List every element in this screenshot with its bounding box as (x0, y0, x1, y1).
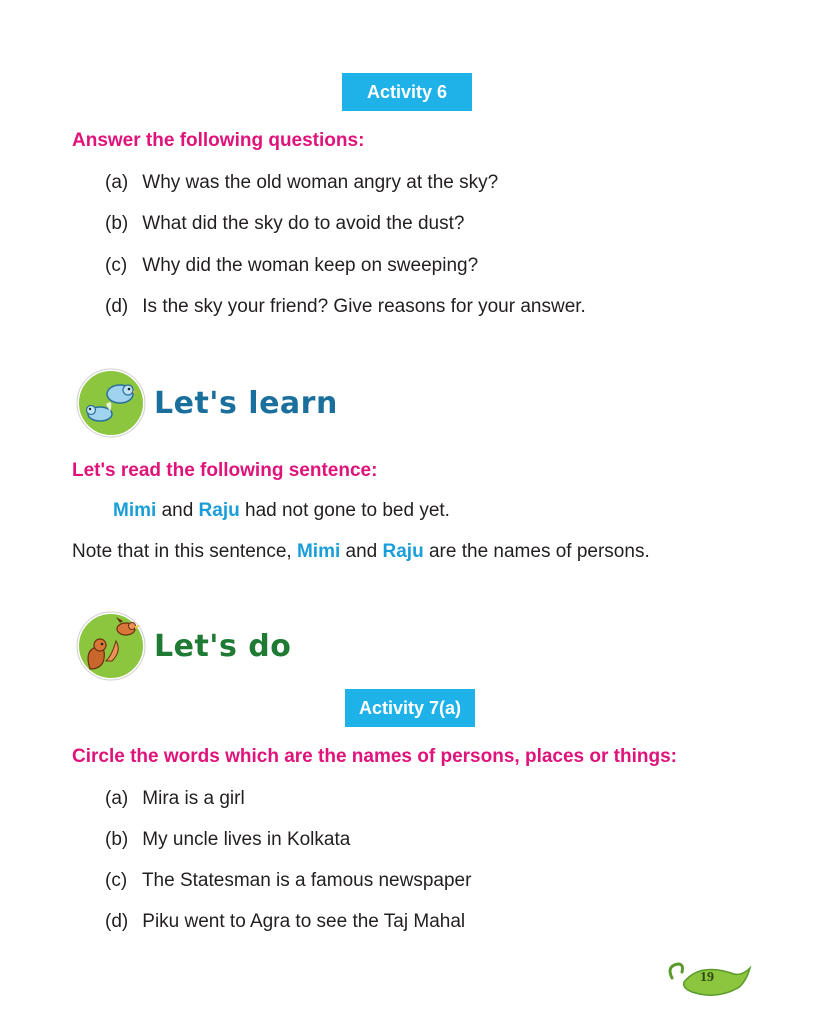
question-text: What did the sky do to avoid the dust? (142, 213, 465, 234)
lets-learn-title: Let's learn (154, 385, 338, 421)
lets-do-header (76, 611, 291, 681)
activity-7a-heading: Circle the words which are the names of persons, places or things: (72, 746, 677, 767)
item-c (105, 870, 471, 892)
highlight-name: Raju (198, 500, 240, 521)
question-c (105, 255, 478, 277)
question-a (105, 172, 498, 194)
item-label: (c) (105, 870, 128, 891)
birds-icon (76, 368, 146, 438)
item-text: Piku went to Agra to see the Taj Mahal (142, 911, 466, 932)
question-b (105, 213, 464, 235)
item-d (105, 911, 465, 933)
question-text: Why was the old woman angry at the sky? (142, 172, 499, 193)
note-word: and (345, 541, 378, 562)
sentence-rest: had not gone to bed yet. (245, 500, 450, 521)
question-text: Is the sky your friend? Give reasons for your answer. (142, 296, 586, 317)
highlight-name: Mimi (296, 541, 341, 562)
lets-do-title: Let's do (154, 628, 292, 664)
question-label: (b) (105, 213, 129, 234)
item-label: (b) (105, 829, 129, 850)
activity-6-heading: Answer the following questions: (72, 130, 365, 151)
question-label: (d) (105, 296, 129, 317)
activity-6-badge: Activity 6 (342, 73, 472, 111)
example-sentence (113, 500, 450, 522)
activity-7a-badge: Activity 7(a) (345, 689, 475, 727)
item-label: (a) (105, 788, 129, 809)
question-d (105, 296, 586, 318)
page-number: 19 (700, 970, 714, 985)
note-prefix: Note that in this sentence, (72, 541, 292, 562)
item-text: The Statesman is a famous newspaper (141, 870, 472, 891)
question-label: (a) (105, 172, 129, 193)
note-sentence (72, 541, 650, 563)
page-number-leaf (664, 956, 754, 1002)
note-suffix: are the names of persons. (428, 541, 650, 562)
lets-learn-header (76, 368, 338, 438)
highlight-name: Raju (382, 541, 424, 562)
squirrel-bird-icon (76, 611, 146, 681)
item-text: Mira is a girl (142, 788, 245, 809)
highlight-name: Mimi (113, 500, 157, 521)
item-a (105, 788, 245, 810)
item-b (105, 829, 350, 851)
question-text: Why did the woman keep on sweeping? (142, 255, 479, 276)
sentence-word: and (161, 500, 194, 521)
item-text: My uncle lives in Kolkata (142, 829, 351, 850)
item-label: (d) (105, 911, 129, 932)
question-label: (c) (105, 255, 128, 276)
lets-learn-heading: Let's read the following sentence: (72, 460, 378, 481)
